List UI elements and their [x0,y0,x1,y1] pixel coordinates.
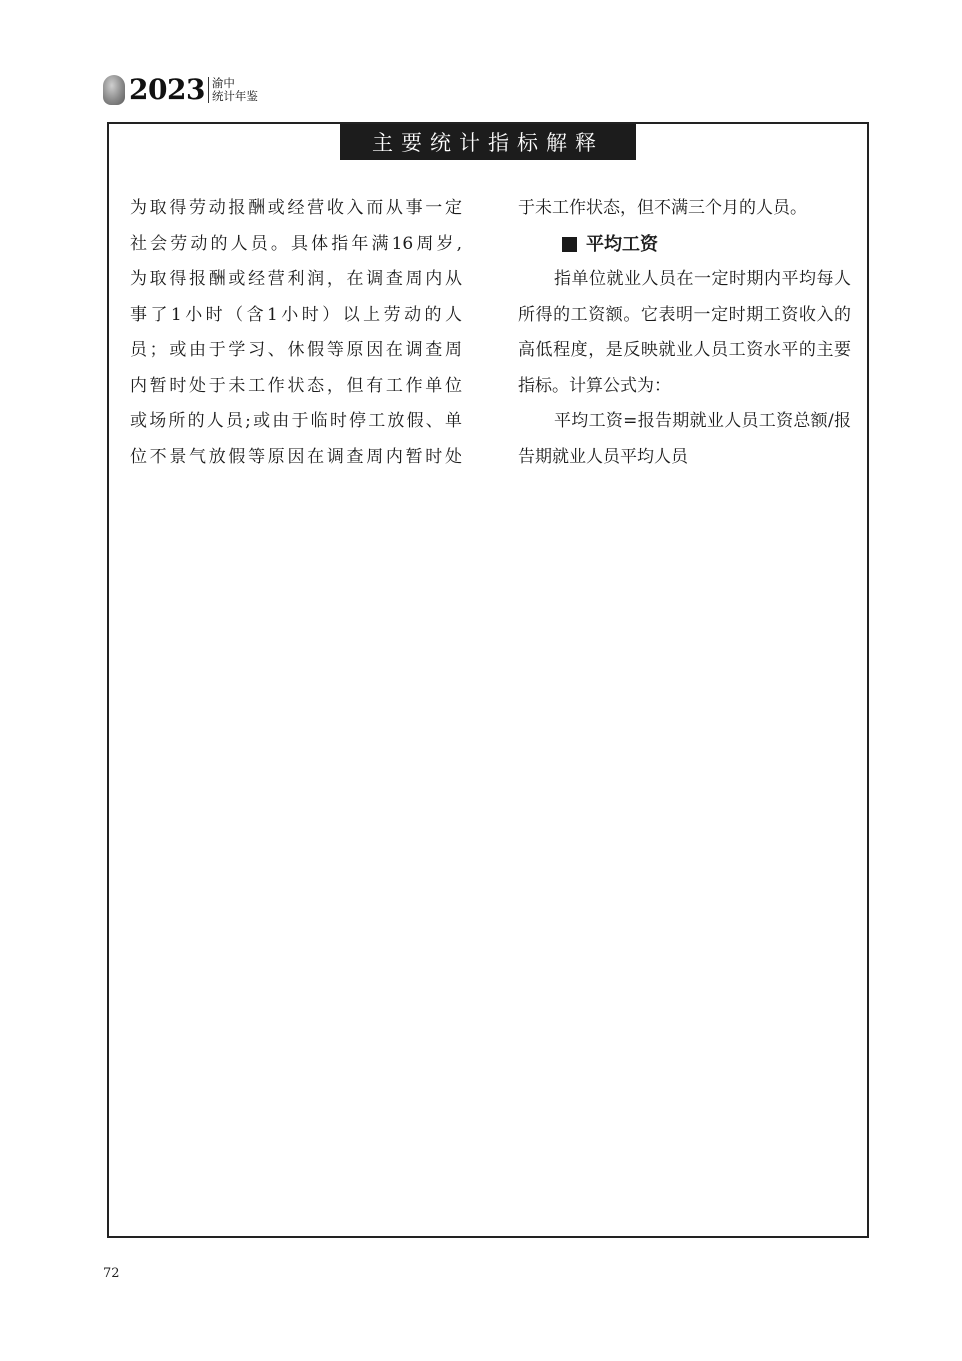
text-line: 或场所的人员;或由于临时停工放假、单 [130,411,462,431]
header-sub-line2: 统计年鉴 [211,89,258,103]
black-square-icon [562,237,577,252]
continuation-text: 于未工作状态，但不满三个月的人员。 [518,198,807,218]
text-line: 位不景气放假等原因在调查周内暂时处 [130,446,462,467]
header-year: 2023 [129,73,205,106]
definition-paragraph: 指单位就业人员在一定时期内平均每人所得的工资额。它表明一定时期工资收入的高低程度，是反映就业人员工资水平的主要指标。计算公式为： [518,269,851,396]
yearbook-header [103,72,258,108]
text-line: 事了1小时（含1小时）以上劳动的人 [130,304,462,325]
formula-paragraph: 平均工资=报告期就业人员工资总额/报告期就业人员平均人员 [518,411,851,467]
text-line: 内暂时处于未工作状态，但有工作单位 [130,375,462,396]
page-title: 主要统计指标解释 [340,124,636,160]
header-subtitle [208,77,258,103]
section-heading-label: 平均工资 [586,233,658,255]
text-line: 员；或由于学习、休假等原因在调查周 [130,340,462,360]
left-column [130,191,462,475]
header-sub-line1: 渝中 [211,76,235,90]
page-number: 72 [103,1266,120,1281]
section-heading [562,227,851,263]
text-line: 为取得报酬或经营利润，在调查周内从 [130,269,462,289]
yearbook-logo-icon [103,75,125,105]
text-line: 社会劳动的人员。具体指年满16周岁, [130,233,462,254]
right-column [518,191,851,475]
text-line: 为取得劳动报酬或经营收入而从事一定 [130,198,462,218]
